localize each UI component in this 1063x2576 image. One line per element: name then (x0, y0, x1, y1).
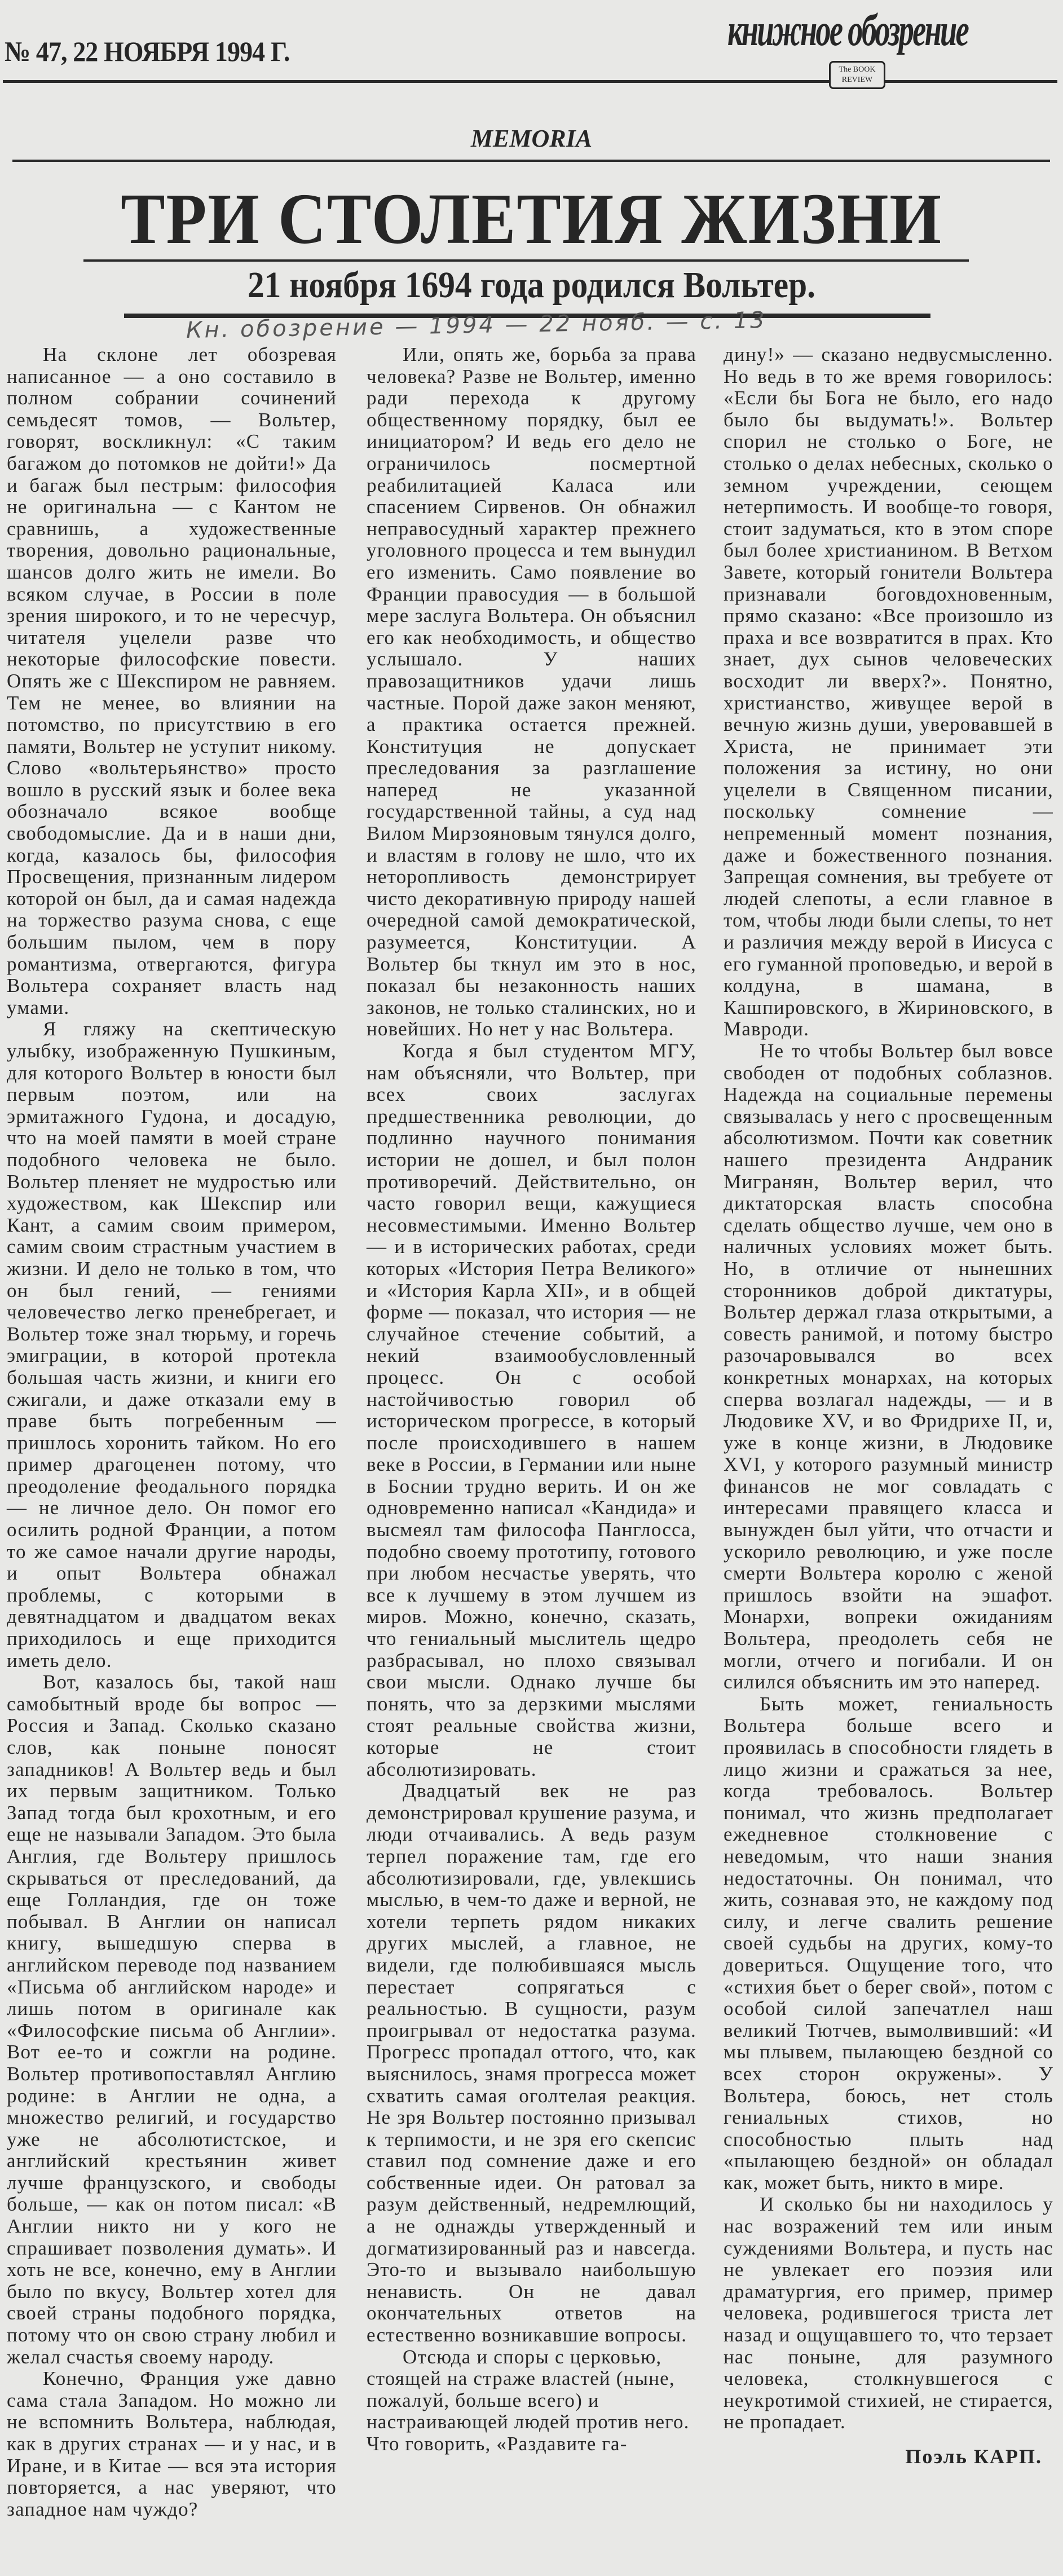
article-title: ТРИ СТОЛЕТИЯ ЖИЗНИ (121, 179, 942, 259)
paragraph: Двадцатый век не раз демонстрировал крушение разума, и люди отчаивались. А ведь разум терпел поражение там, где его абсолютизировали, где, увлекшись мыслью, в чем-то даже и верной, не хотели терпеть рядом никаких других мыслей, а главное, не видели, где полюбившаяся мысль перестает сопрягаться с реальностью. В сущности, разум проигрывал от недостатка разума. Прогресс пропадал оттого, что, как выяснилось, знамя прогресса может схватить самая оголтелая реакция. Не зря Вольтер постоянно призывал к терпимости, и не зря его скепсис ставил под сомнение даже и его собственные идеи. Он ратовал за разум действенный, недремлющий, а не однажды утвержденный и догматизированный раз и навсегда. Это-то и вызывало наибольшую ненависть. Он не давал окончательных ответов на естественно возникавшие вопросы. (367, 1780, 696, 2346)
article-subtitle: 21 ноября 1694 года родился Вольтер. (247, 264, 816, 306)
paragraph: На склоне лет обозревая написанное — а оно составило в полном собрании сочинений семьдесят томов, — Вольтер, говорят, воскликнул: «С таким багажом до потомков не дойти!» Да и багаж был пестрым: философия не оригинальна — с Кантом не сравнишь, а художественные творения, довольно рациональные, шансов долго жить не имели. Во всяком случае, в России в поле зрения широкого, и то не чересчур, читателя уцелели разве что некоторые философские повести. Опять же с Шекспиром не равняем. Тем не менее, во влиянии на потомство, по присутствию в его памяти, Вольтер не уступит никому. Слово «вольтерьянство» просто вошло в русский язык и более века обозначало всякое вообще свободомыслие. Да и в наши дни, когда, казалось бы, философия Просвещения, признанным лидером которой он был, да и самая надежда на торжество разума снова, с еще большим пылом, чем в пору романтизма, отвергаются, фигура Вольтера сохраняет власть над умами. (7, 343, 337, 1018)
rubric-rule (12, 160, 1050, 162)
title-rule (83, 259, 969, 262)
paragraph: Конечно, Франция уже давно сама стала Западом. Но можно ли не вспомнить Вольтера, наблюдая, как в других странах — и у нас, и в Иране, и в Китае — вся эта история повторяется, а нас уверяют, что западное нам чуждо? (7, 2367, 337, 2520)
logo-badge: The BOOK REVIEW (829, 61, 885, 89)
paragraph: Когда я был студентом МГУ, нам объясняли, что Вольтер, при всех своих заслугах предшественника революции, до подлинно научного понимания истории не дошел, и был полон противоречий. Действительно, он часто говорил вещи, кажущиеся несовместимыми. Именно Вольтер — и в исторических работах, среди которых «История Петра Великого» и «История Карла XII», и в общей форме — показал, что история — не случайное стечение событий, а некий взаимообусловленный процесс. Он с особой настойчивостью говорил об историческом прогрессе, в который после происходившего в нашем веке в России, в Германии или ныне в Боснии трудно верить. И он же одновременно написал «Кандида» и высмеял там философа Панглосса, подобно своему прототипу, готового при любом несчастье уверять, что все к лучшему в этом лучшем из миров. Можно, конечно, сказать, что гениальный мыслитель щедро разбрасывал, но плохо связывал свои мысли. Однако лучше бы понять, что за дерзкими мыслями стоят реальные свойства жизни, которые не стоит абсолютизировать. (367, 1040, 696, 1780)
article-column-1 (7, 344, 337, 2520)
issue-date: № 47, 22 НОЯБРЯ 1994 Г. (5, 36, 290, 67)
paragraph: И сколько бы ни находилось у нас возражений тем или иным суждениями Вольтера, и пусть нас не увлекает его поэзия или драматургия, его пример, пример человека, родившегося триста лет назад и ощущавшего то, что терзает нас поныне, для разумного человека, столкнувшегося с неукротимой стихией, не стирается, не пропадает. (724, 2193, 1053, 2433)
paragraph: Отсюда и споры с церковью, стоящей на страже властей (ныне, пожалуй, больше всего) и настраивающей людей против него. Что говорить, «Раздавите га- (367, 2345, 690, 2455)
article-column-2 (367, 344, 696, 2455)
author-signature: Поэль КАРП. (905, 2445, 1042, 2468)
handwritten-note: Кн. обозрение — 1994 — 22 нояб. — с. 13 (186, 307, 768, 343)
paragraph: Или, опять же, борьба за права человека? Разве не Вольтер, именно ради перехода к другому общественному порядку, был ее инициатором? И ведь его дело не ограничилось посмертной реабилитацией Каласа или спасением Сирвенов. Он обнажил неправосудный характер прежнего уголовного процесса и тем вынудил его изменить. Само появление во Франции правосудия — в большой мере заслуга Вольтера. Он объяснил его как необходимость, и общество услышало. У наших правозащитников удачи лишь частные. Порой даже закон меняют, а практика остается прежней. Конституция не допускает преследования за разглашение наперед не указанной государственной тайны, а суд над Вилом Мирзояновым тянулся долго, и властям в голову не шло, что их неторопливость демонстрирует чисто декоративную природу нашей очередной самой демократической, разумеется, Конституции. А Вольтер бы ткнул им это в нос, показал бы незаконность наших законов, не только сталинских, но и новейших. Но нет у нас Вольтера. (367, 343, 696, 1040)
article-column-3 (724, 344, 1053, 2468)
logo-wordmark: книжное обозрение (727, 6, 968, 55)
paragraph: Я гляжу на скептическую улыбку, изображенную Пушкиным, для которого Вольтер в юности был первым поэтом, или на эрмитажного Гудона, и досадую, что на моей памяти в моей стране подобного человека не было. Вольтер пленяет не мудростью или художеством, как Шекспир или Кант, а самим своим примером, самим своим страстным участием в жизни. И дело не только в том, что он был гений, — гениями человечество легко пренебрегает, и Вольтер тоже знал тюрьму, и горечь эмиграции, в которой протекла большая часть жизни, и книги его сжигали, и даже отказали ему в праве быть погребенным — пришлось хоронить тайком. Но его пример драгоценен потому, что преодоление феодального порядка — не личное дело. Он помог его осилить родной Франции, а потом то же самое начали другие народы, и опыт Вольтера обнажал проблемы, с которыми в девятнадцатом и двадцатом веках приходилось и еще приходится иметь дело. (7, 1018, 337, 1671)
paragraph: Быть может, гениальность Вольтера больше всего и проявилась в способности глядеть в лицо жизни и сражаться за нее, когда требовалось. Вольтер понимал, что жизнь предполагает ежедневное столкновение с неведомым, что наши знания недостаточны. Он понимал, что жить, сознавая это, не каждому под силу, и легче свалить решение своей судьбы на других, кому-то довериться. Ощущение того, что «стихия бьет о берег свой», потом с особой силой запечатлел наш великий Тютчев, вымолвивший: «И мы плывем, пылающею бездной со всех сторон окружены». У Вольтера, боюсь, нет столь гениальных стихов, но способностью плыть над «пылающею бездной» он обладал как, может быть, никто в мире. (724, 1692, 1053, 2194)
rubric: MEMORIA (470, 125, 593, 152)
paragraph: Не то чтобы Вольтер был вовсе свободен от подобных соблазнов. Надежда на социальные перемены связывалась у него с просвещенным абсолютизмом. Почти как советник нашего президента Андраник Мигранян, Вольтер верил, что диктаторская власть способна сделать общество лучше, чем оно в наличных условиях может быть. Но, в отличие от нынешних сторонников доброй диктатуры, Вольтер держал глаза открытыми, а совесть ранимой, и потому быстро разочаровывался во всех конкретных монархах, на которых сперва возлагал надежды, — и в Людовике XV, и во Фридрихе II, и, уже в конце жизни, в Людовике XVI, у которого разумный министр финансов не мог совладать с интересами правящего класса и вынужден был уйти, что отчасти и ускорило революцию, и уже после смерти Вольтера королю с женой пришлось взойти на эшафот. Монархи, вопреки ожиданиям Вольтера, преодолеть себя не могли, отчего и погибали. И он силился объяснить им это наперед. (724, 1040, 1053, 1693)
newspaper-logo (727, 5, 1043, 95)
paragraph: Вот, казалось бы, такой наш самобытный вроде бы вопрос — Россия и Запад. Сколько сказано слов, как поныне поносят западников! А Вольтер ведь и был их первым защитником. Только Запад тогда был крохотным, и его еще не называли Западом. Это была Англия, где Вольтеру пришлось скрываться от преследований, да еще Голландия, где он тоже побывал. В Англии он написал книгу, вышедшую сперва в английском переводе под названием «Письма об английском народе» и лишь потом в оригинале как «Философские письма об Англии». Вот ее-то и сожгли на родине. Вольтер противопоставлял Англию родине: в Англии не одна, а множество религий, и государство уже не абсолютистское, и английский крестьянин живет лучше французского, и свободы больше, — как он потом писал: «В Англии никто ни у кого не спрашивает позволения думать». И хоть не все, конечно, ему в Англии было по вкусу, Вольтер хотел для своей страны подобного порядка, потому что он свою страну любил и желал счастья своему народу. (7, 1671, 337, 2368)
paragraph: дину!» — сказано недвусмысленно. Но ведь в то же время говорилось: «Если бы Бога не было, его надо было бы выдумать!». Вольтер спорил не столько о Боге, не столько о делах небесных, сколько о земном учреждении, сеющем нетерпимость. И вообще-то говоря, стоит задуматься, кто в этом споре был более христианином. В Ветхом Завете, который гонители Вольтера признавали боговдохновенным, прямо сказано: «Все произошло из праха и все возвратится в прах. Кто знает, дух сынов человеческих восходит ли вверх?». Понятно, христианство, живущее верой в вечную жизнь души, уверовавшей в Христа, не принимает эти положения за истину, но они уцелели в Священном писании, поскольку сомнение — непременный момент познания, даже и божественного познания. Запрещая сомнения, вы требуете от людей слепоты, а если главное в том, чтобы люди были слепы, то нет и различия между верой в Иисуса с его гуманной проповедью, и верой в колдуна, в шамана, в Кашпировского, в Жириновского, в Мавроди. (724, 343, 1053, 1040)
